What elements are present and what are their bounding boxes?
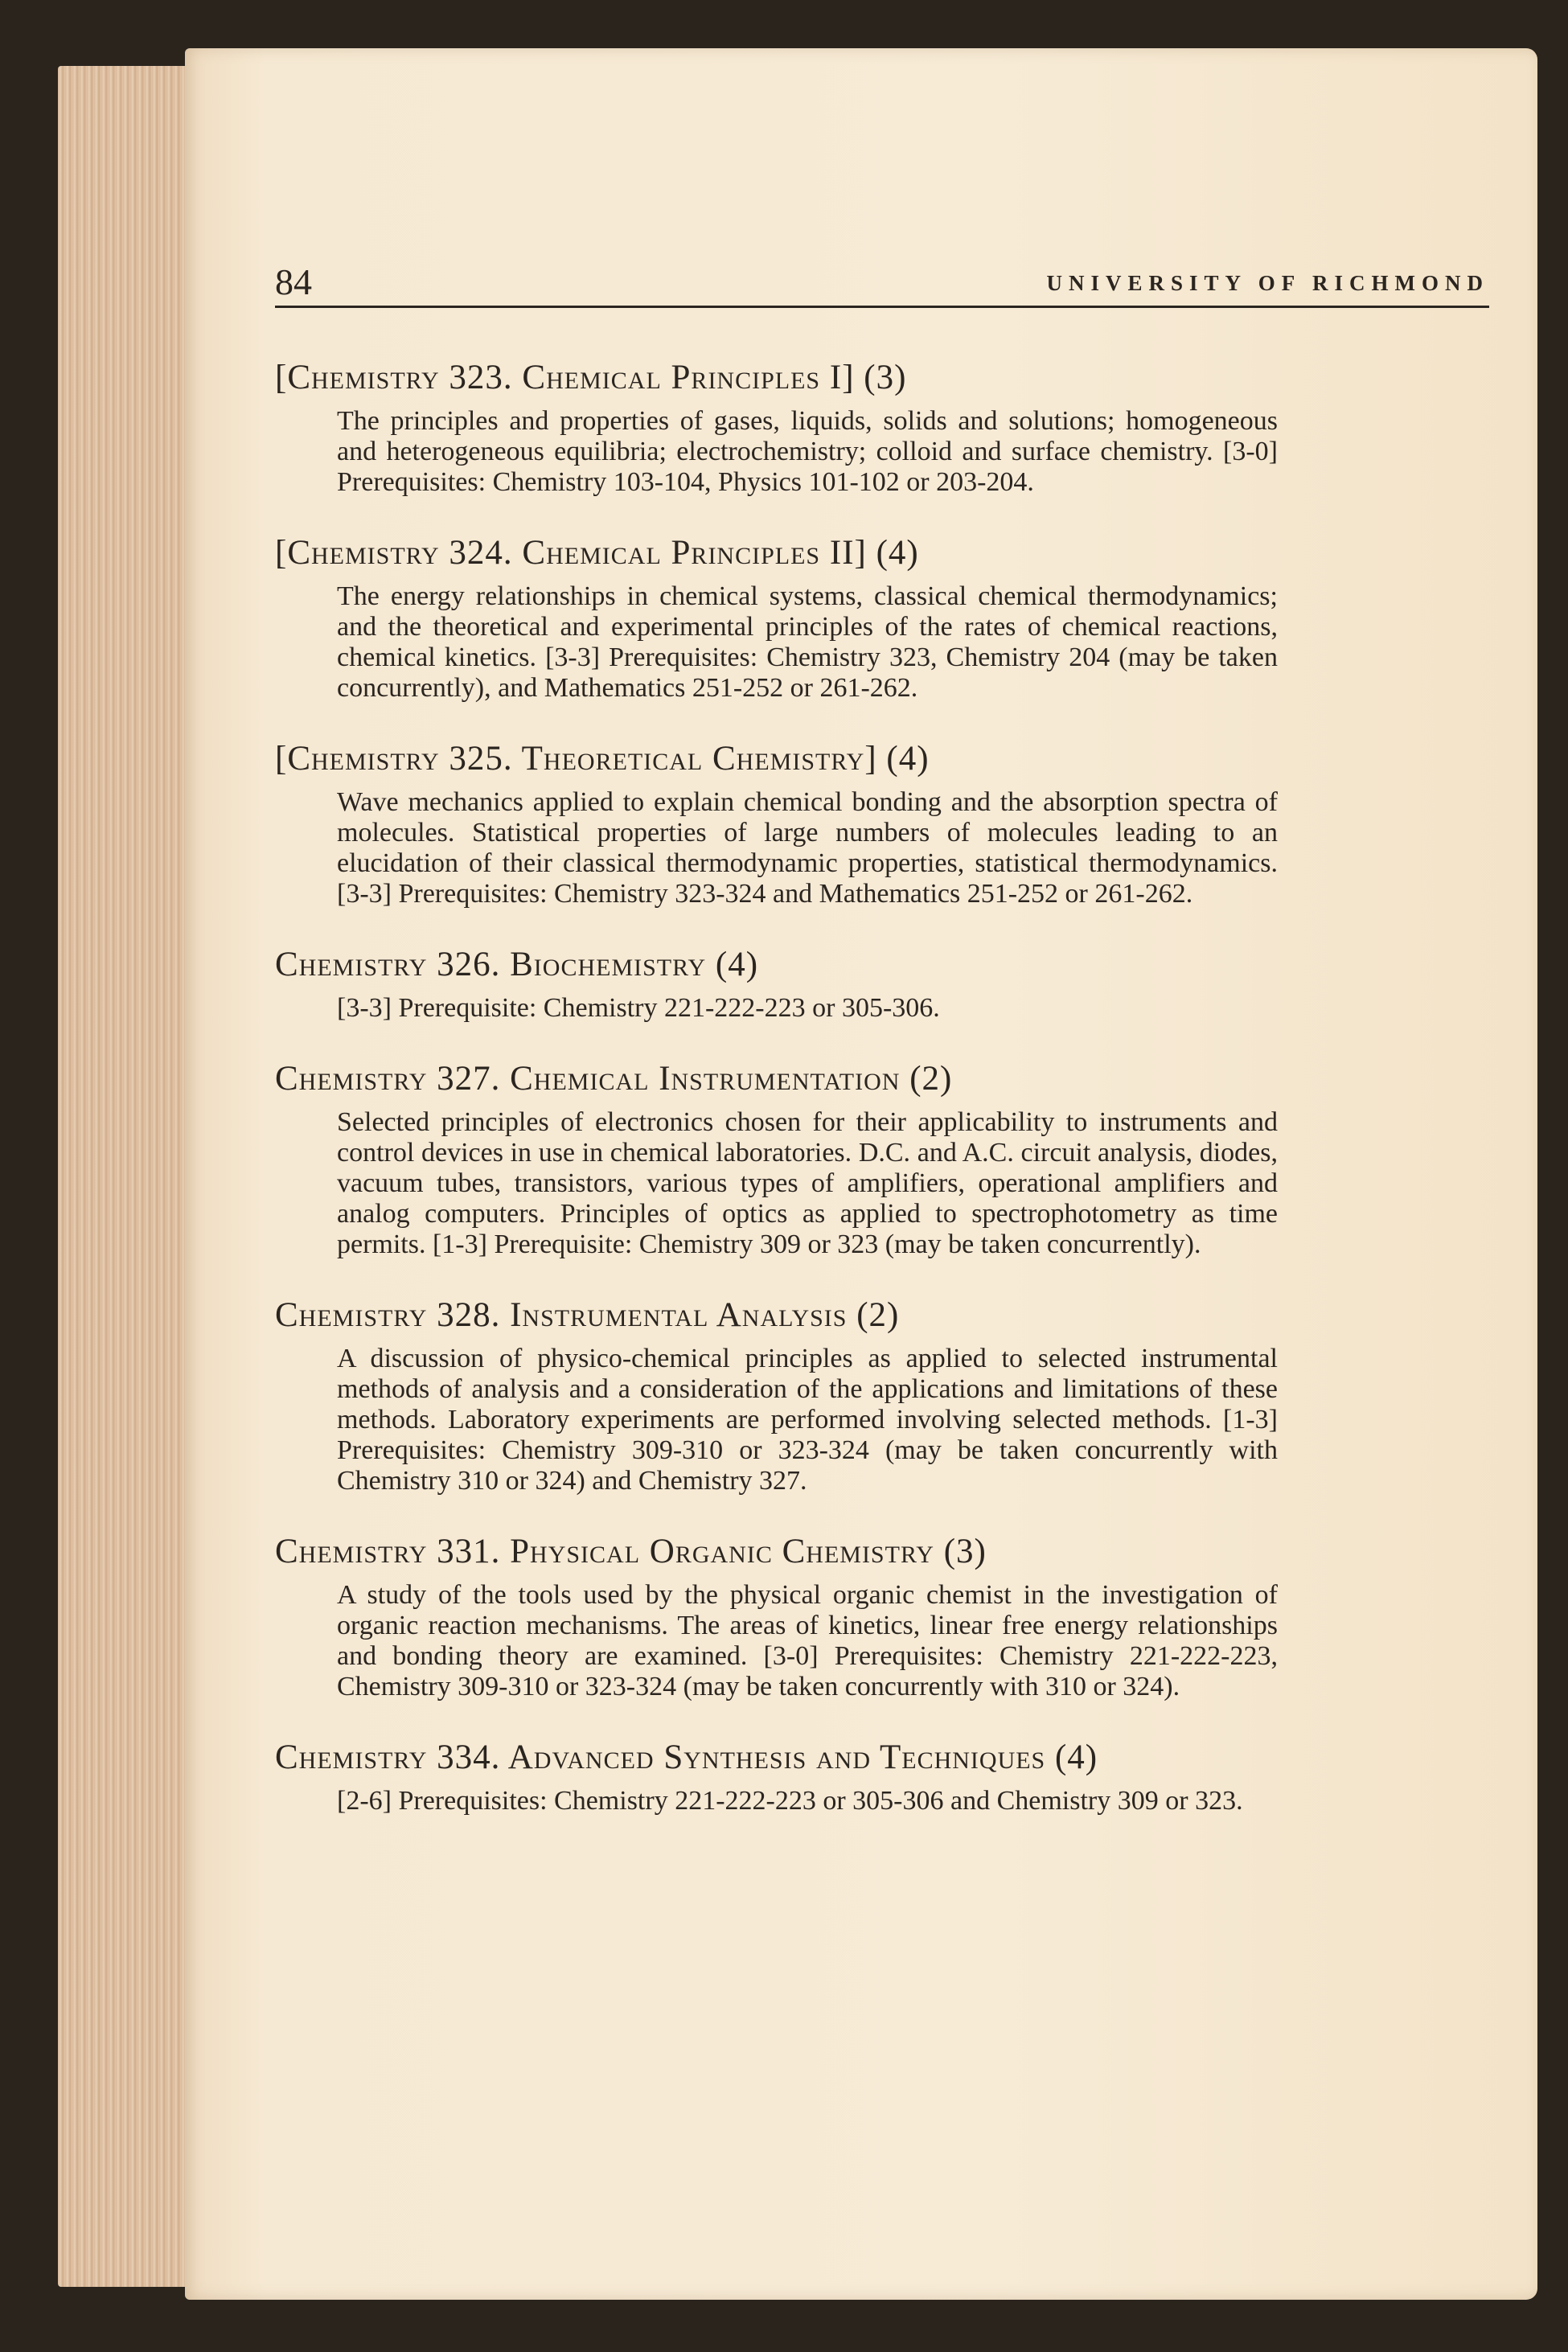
running-head: UNIVERSITY OF RICHMOND [1046, 271, 1489, 295]
page-content [275, 256, 1489, 1850]
page-stack-edge [58, 66, 203, 2287]
course-entry [275, 737, 1489, 909]
course-title: [Chemistry 324. Chemical Principles II] (4) [275, 534, 919, 572]
course-title: Chemistry 328. Instrumental Analysis (2) [275, 1296, 900, 1334]
course-entry [275, 532, 1489, 704]
course-description: The energy relationships in chemical systems, classical chemical thermodynamics; and the theoretical and experimental principles of the rates of chemical reactions, chemical kinetics. [3-3] Prerequisites: Chemistry 323, Chemistry 204 (may be taken concurrently), and Mathematics 251-252 or 261-262. [337, 581, 1278, 703]
page-number: 84 [275, 261, 312, 302]
page-header [275, 256, 1489, 308]
course-entry [275, 943, 1489, 1024]
course-list [275, 356, 1489, 1816]
course-entry [275, 1530, 1489, 1702]
course-title: [Chemistry 323. Chemical Principles I] (3) [275, 359, 907, 396]
course-entry [275, 1294, 1489, 1496]
course-description: Selected principles of electronics chosen for their applicability to instruments and control devices in use in chemical laboratories. D.C. and A.C. circuit analysis, diodes, vacuum tubes, transistors, various types of amplifiers, operational amplifiers and analog computers. Principles of optics as applied to spectrophotometry as time permits. [1-3] Prerequisite: Chemistry 309 or 323 (may be taken concurrently). [337, 1107, 1278, 1259]
course-description: The principles and properties of gases, liquids, solids and solutions; homogeneous and heterogeneous equilibria; electrochemistry; colloid and surface chemistry. [3-0] Prerequisites: Chemistry 103-104, Physics 101-102 or 203-204. [337, 406, 1278, 497]
course-entry [275, 1736, 1489, 1816]
course-title: [Chemistry 325. Theoretical Chemistry] (4) [275, 740, 930, 778]
course-description: A discussion of physico-chemical principles as applied to selected instrumental methods of analysis and a consideration of the applications and limitations of these methods. Laboratory experiments are performed involving selected methods. [1-3] Prerequisites: Chemistry 309-310 or 323-324 (may be taken concurrently with Chemistry 310 or 324) and Chemistry 327. [337, 1344, 1278, 1496]
course-title: Chemistry 327. Chemical Instrumentation (2) [275, 1060, 953, 1098]
course-entry [275, 356, 1489, 498]
course-description: Wave mechanics applied to explain chemical bonding and the absorption spectra of molecules. Statistical properties of large numbers of molecules leading to an elucidation of their classical thermodynamic properties, statistical thermodynamics. [3-3] Prerequisites: Chemistry 323-324 and Mathematics 251-252 or 261-262. [337, 787, 1278, 909]
course-entry [275, 1057, 1489, 1260]
course-description: [3-3] Prerequisite: Chemistry 221-222-223 or 305-306. [337, 993, 940, 1023]
course-description: [2-6] Prerequisites: Chemistry 221-222-223 or 305-306 and Chemistry 309 or 323. [337, 1786, 1243, 1816]
course-description: A study of the tools used by the physical organic chemist in the investigation of organic reaction mechanisms. The areas of kinetics, linear free energy relationships and bonding theory are examined. [3-0] Prerequisites: Chemistry 221-222-223, Chemistry 309-310 or 323-324 (may be taken concurrently with 310 or 324). [337, 1580, 1278, 1701]
course-title: Chemistry 334. Advanced Synthesis and Techniques (4) [275, 1738, 1098, 1776]
course-title: Chemistry 326. Biochemistry (4) [275, 946, 759, 983]
course-title: Chemistry 331. Physical Organic Chemistry (3) [275, 1533, 987, 1570]
